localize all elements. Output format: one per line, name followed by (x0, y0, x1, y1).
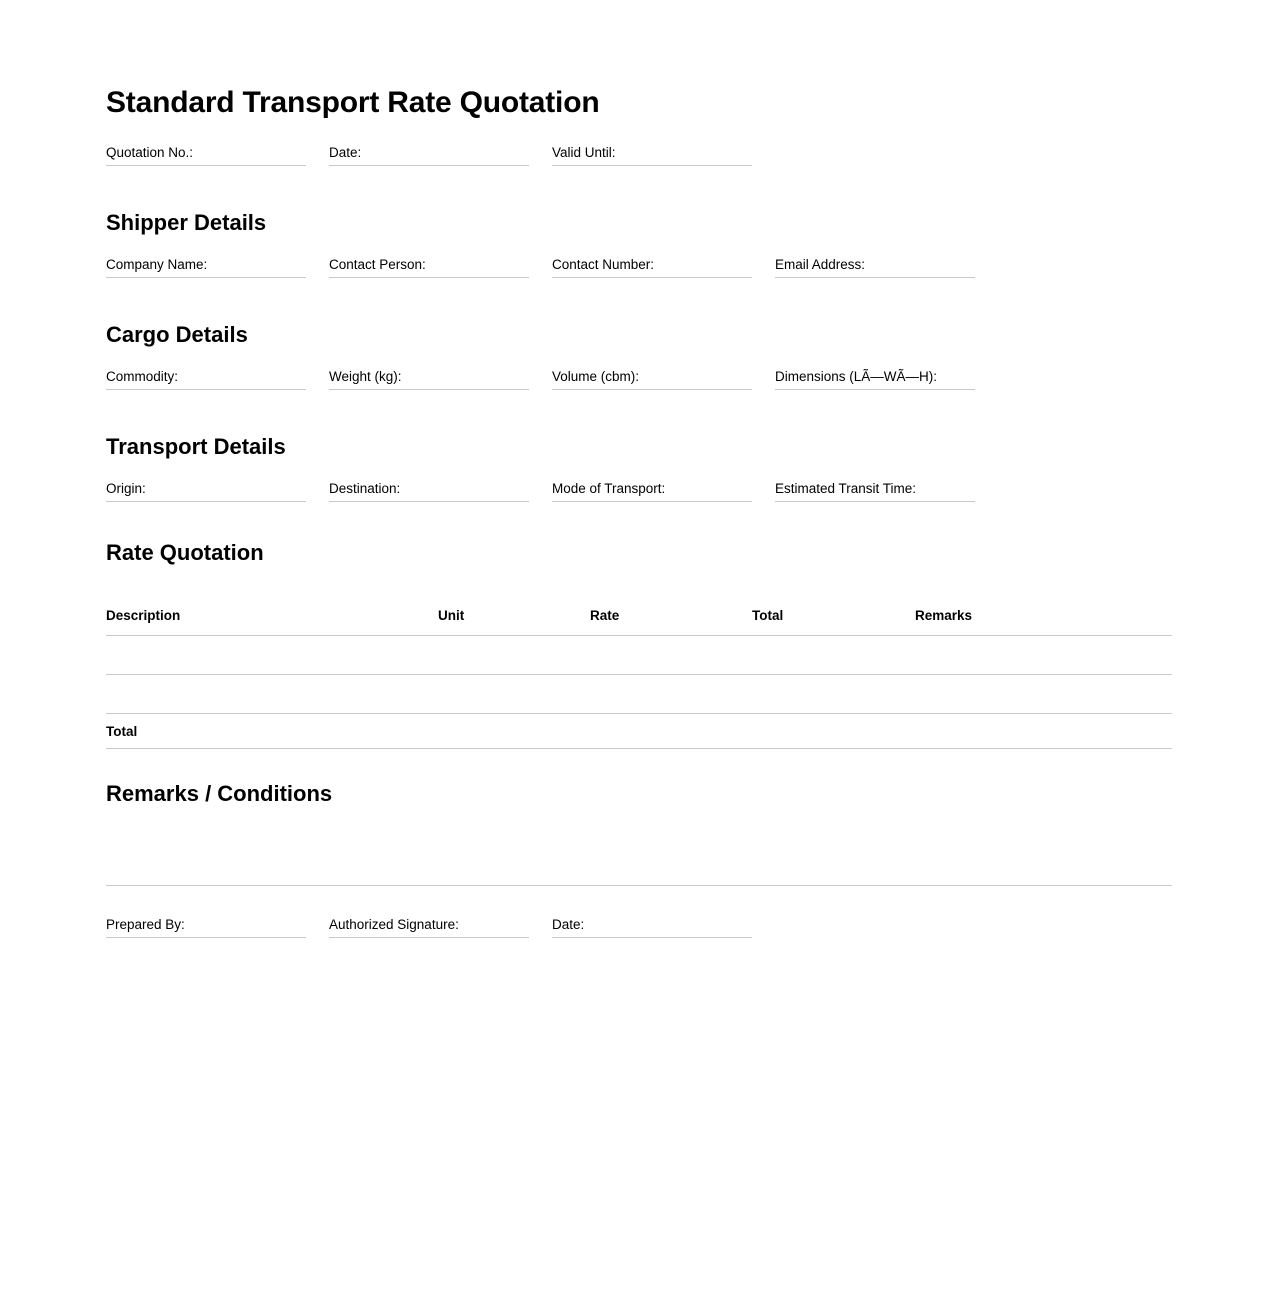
field-input-rule[interactable] (329, 937, 529, 938)
field-dimensions[interactable] (775, 368, 975, 390)
field-label: Dimensions (LÃ—WÃ—H): (775, 369, 938, 384)
cell-total-rate[interactable] (590, 714, 752, 749)
field-label: Valid Until: (552, 145, 616, 160)
shipper-field-row (106, 256, 1172, 278)
cell-total[interactable] (752, 675, 915, 714)
section-heading: Cargo Details (106, 322, 248, 347)
cell-total-amount[interactable] (752, 714, 915, 749)
signature-field-row (106, 916, 1172, 938)
field-input-rule[interactable] (329, 389, 529, 390)
table-row[interactable] (106, 636, 1172, 675)
field-label: Company Name: (106, 257, 208, 272)
field-label: Estimated Transit Time: (775, 481, 917, 496)
column-header-total: Total (752, 608, 915, 636)
cargo-field-row (106, 368, 1172, 390)
field-label: Date: (552, 917, 585, 932)
column-header-description: Description (106, 608, 438, 636)
section-transport-details (106, 436, 1172, 502)
remarks-input-area[interactable] (106, 845, 1172, 886)
field-estimated-transit-time[interactable] (775, 480, 975, 502)
field-input-rule[interactable] (775, 277, 975, 278)
table-header (106, 608, 1172, 636)
field-input-rule[interactable] (552, 501, 752, 502)
field-label: Volume (cbm): (552, 369, 640, 384)
spacer (106, 886, 1172, 916)
section-remarks-conditions (106, 783, 1172, 886)
column-header-rate: Rate (590, 608, 752, 636)
field-contact-person[interactable] (329, 256, 529, 278)
cell-unit[interactable] (438, 636, 590, 675)
field-label: Contact Number: (552, 257, 655, 272)
spacer (106, 166, 1172, 212)
field-label: Commodity: (106, 369, 179, 384)
spacer (106, 390, 1172, 436)
field-input-rule[interactable] (329, 501, 529, 502)
field-destination[interactable] (329, 480, 529, 502)
spacer (106, 827, 1172, 845)
cell-total-remarks[interactable] (915, 714, 1172, 749)
spacer (106, 586, 1172, 608)
field-input-rule[interactable] (106, 277, 306, 278)
field-quotation-no[interactable] (106, 144, 306, 166)
field-label: Mode of Transport: (552, 481, 666, 496)
field-label: Authorized Signature: (329, 917, 459, 932)
field-commodity[interactable] (106, 368, 306, 390)
field-label: Contact Person: (329, 257, 426, 272)
field-label: Destination: (329, 481, 401, 496)
table-row[interactable] (106, 675, 1172, 714)
field-input-rule[interactable] (552, 277, 752, 278)
field-origin[interactable] (106, 480, 306, 502)
field-company-name[interactable] (106, 256, 306, 278)
cell-total[interactable] (752, 636, 915, 675)
field-input-rule[interactable] (106, 937, 306, 938)
cell-total-label: Total (106, 714, 438, 749)
section-cargo-details (106, 324, 1172, 390)
field-prepared-by[interactable] (106, 916, 306, 938)
section-heading: Shipper Details (106, 210, 267, 235)
cell-rate[interactable] (590, 636, 752, 675)
cell-unit[interactable] (438, 675, 590, 714)
field-valid-until[interactable] (552, 144, 752, 166)
field-input-rule[interactable] (329, 277, 529, 278)
transport-field-row (106, 480, 1172, 502)
field-input-rule[interactable] (775, 501, 975, 502)
page-title: Standard Transport Rate Quotation (106, 86, 600, 119)
header-field-row (106, 144, 1172, 166)
field-label: Weight (kg): (329, 369, 402, 384)
spacer (106, 278, 1172, 324)
field-label: Quotation No.: (106, 145, 194, 160)
cell-remarks[interactable] (915, 675, 1172, 714)
field-input-rule[interactable] (552, 165, 752, 166)
field-email-address[interactable] (775, 256, 975, 278)
table-body (106, 636, 1172, 749)
field-label: Origin: (106, 481, 146, 496)
table-header-row (106, 608, 1172, 636)
field-signature-date[interactable] (552, 916, 752, 938)
field-date[interactable] (329, 144, 529, 166)
cell-rate[interactable] (590, 675, 752, 714)
cell-total-unit[interactable] (438, 714, 590, 749)
field-input-rule[interactable] (106, 165, 306, 166)
field-input-rule[interactable] (106, 501, 306, 502)
cell-remarks[interactable] (915, 636, 1172, 675)
field-mode-of-transport[interactable] (552, 480, 752, 502)
field-input-rule[interactable] (775, 389, 975, 390)
spacer (106, 502, 1172, 542)
field-input-rule[interactable] (552, 389, 752, 390)
table-total-row (106, 714, 1172, 749)
field-input-rule[interactable] (106, 389, 306, 390)
column-header-remarks: Remarks (915, 608, 1172, 636)
section-heading: Transport Details (106, 434, 286, 459)
field-label: Email Address: (775, 257, 866, 272)
field-input-rule[interactable] (552, 937, 752, 938)
section-heading: Rate Quotation (106, 540, 264, 565)
column-header-unit: Unit (438, 608, 590, 636)
cell-description[interactable] (106, 636, 438, 675)
field-volume[interactable] (552, 368, 752, 390)
field-contact-number[interactable] (552, 256, 752, 278)
field-label: Date: (329, 145, 362, 160)
field-authorized-signature[interactable] (329, 916, 529, 938)
section-shipper-details (106, 212, 1172, 278)
field-input-rule[interactable] (329, 165, 529, 166)
field-weight[interactable] (329, 368, 529, 390)
section-heading: Remarks / Conditions (106, 781, 333, 806)
cell-description[interactable] (106, 675, 438, 714)
section-rate-quotation (106, 542, 1172, 749)
spacer (106, 749, 1172, 783)
rate-quotation-table (106, 608, 1172, 749)
field-label: Prepared By: (106, 917, 185, 932)
